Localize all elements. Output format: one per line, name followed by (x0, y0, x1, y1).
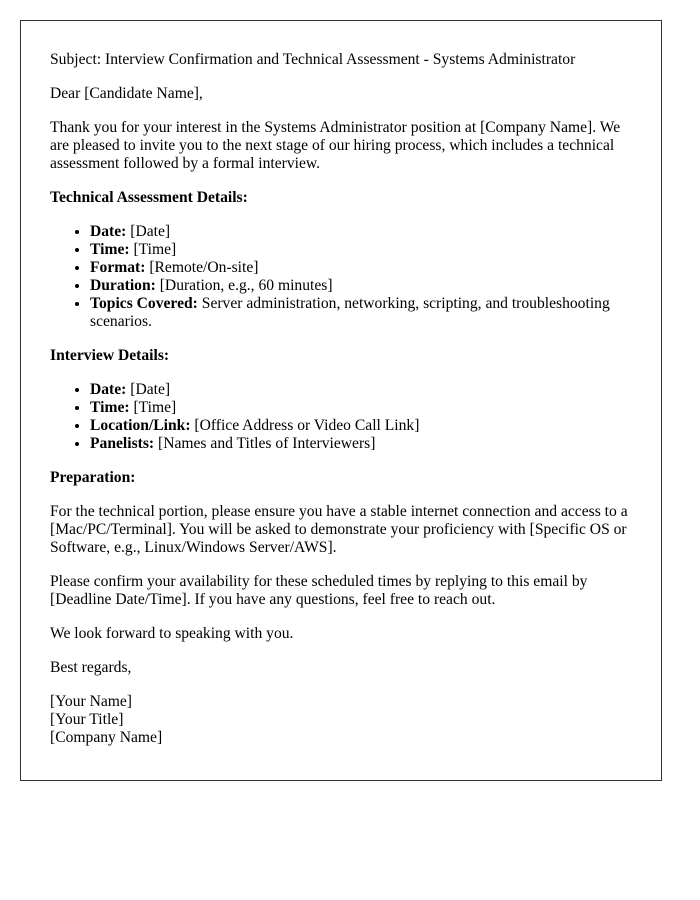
list-item (90, 259, 633, 277)
item-label: Duration: (90, 277, 156, 294)
preparation-heading: Preparation: (50, 469, 136, 486)
list-item (90, 399, 633, 417)
signoff: Best regards, (50, 659, 132, 676)
list-item (90, 417, 633, 435)
list-item (90, 435, 633, 453)
item-label: Date: (90, 223, 127, 240)
item-value: [Date] (126, 381, 171, 398)
item-value: [Date] (126, 223, 171, 240)
item-label: Date: (90, 381, 127, 398)
interview-heading: Interview Details: (50, 347, 170, 364)
signature-title: [Your Title] (50, 711, 124, 728)
preparation-paragraph: For the technical portion, please ensure you have a stable internet connection and access to a [Mac/PC/Terminal]. You will be asked to demonstrate your proficiency with [Specific OS or Software, e.g., Linux/Windows Server/AWS]. (50, 503, 628, 556)
item-value: [Time] (129, 241, 177, 258)
list-item (90, 241, 633, 259)
interview-details-list (50, 381, 633, 453)
signature-block (50, 693, 633, 747)
item-label: Time: (90, 241, 130, 258)
item-label: Topics Covered: (90, 295, 198, 312)
item-label: Location/Link: (90, 417, 191, 434)
item-value: [Time] (129, 399, 177, 416)
assessment-heading: Technical Assessment Details: (50, 189, 248, 206)
list-item (90, 295, 633, 331)
email-subject: Subject: Interview Confirmation and Technical Assessment - Systems Administrator (50, 51, 576, 68)
intro-paragraph: Thank you for your interest in the Systems Administrator position at [Company Name]. We are pleased to invite you to the next stage of our hiring process, which includes a technical assessment followed by a formal interview. (50, 119, 621, 172)
item-label: Time: (90, 399, 130, 416)
item-value: Server administration, networking, scripting, and troubleshooting scenarios. (90, 295, 610, 330)
list-item (90, 277, 633, 295)
item-label: Panelists: (90, 435, 155, 452)
item-value: [Office Address or Video Call Link] (190, 417, 420, 434)
closing-line: We look forward to speaking with you. (50, 625, 294, 642)
letter-body (20, 20, 662, 781)
item-label: Format: (90, 259, 146, 276)
item-value: [Remote/On-site] (145, 259, 259, 276)
signature-name: [Your Name] (50, 693, 133, 710)
confirmation-paragraph: Please confirm your availability for these scheduled times by replying to this email by [Deadline Date/Time]. If you have any questions, feel free to reach out. (50, 573, 588, 608)
list-item (90, 223, 633, 241)
list-item (90, 381, 633, 399)
item-value: [Duration, e.g., 60 minutes] (155, 277, 333, 294)
assessment-details-list (50, 223, 633, 331)
item-value: [Names and Titles of Interviewers] (154, 435, 376, 452)
greeting: Dear [Candidate Name], (50, 85, 203, 102)
signature-company: [Company Name] (50, 729, 163, 746)
